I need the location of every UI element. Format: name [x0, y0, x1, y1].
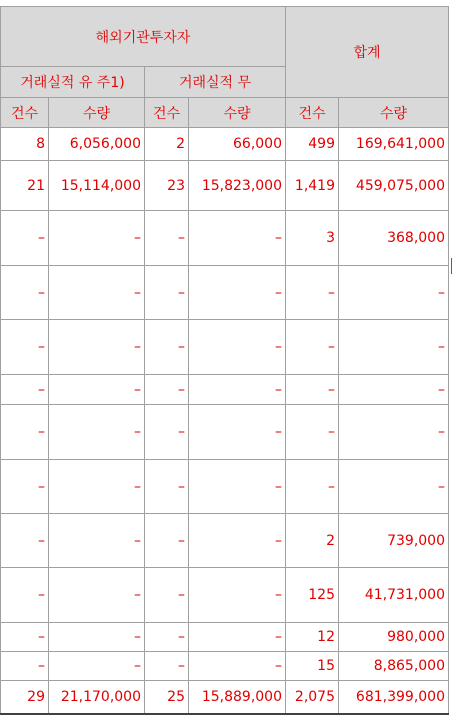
table-cell: –	[189, 320, 286, 375]
table-cell: 8	[1, 128, 49, 161]
table-cell: –	[145, 623, 189, 652]
table-cell: –	[145, 266, 189, 320]
table-row	[1, 460, 449, 514]
table-cell: –	[49, 514, 145, 568]
table-cell: 459,075,000	[339, 161, 449, 211]
table-cell: –	[145, 514, 189, 568]
table-cell: –	[145, 320, 189, 375]
table-row	[1, 320, 449, 375]
table-cell: –	[286, 375, 339, 405]
table-cell: 15,889,000	[189, 681, 286, 714]
table-cell: 6,056,000	[49, 128, 145, 161]
table-cell: –	[286, 460, 339, 514]
table-cell: –	[145, 211, 189, 266]
table-cell: 980,000	[339, 623, 449, 652]
table-cell: 15	[286, 652, 339, 681]
table-cell: 23	[145, 161, 189, 211]
count-header: 건수	[286, 98, 339, 128]
table-cell: –	[145, 568, 189, 623]
table-cell: 739,000	[339, 514, 449, 568]
table-cell: –	[49, 320, 145, 375]
table-cell: 41,731,000	[339, 568, 449, 623]
table-cell: 15,114,000	[49, 161, 145, 211]
table-cell: –	[189, 514, 286, 568]
table-cell: 2,075	[286, 681, 339, 714]
quantity-header: 수량	[49, 98, 145, 128]
table-cell: –	[49, 623, 145, 652]
table-cell: 2	[286, 514, 339, 568]
table-cell: –	[145, 460, 189, 514]
table-cell: –	[1, 266, 49, 320]
without-record-header: 거래실적 무	[145, 67, 286, 98]
table-cell: –	[1, 405, 49, 460]
table-cell: 21,170,000	[49, 681, 145, 714]
foreign-institution-header: 해외기관투자자	[1, 7, 286, 67]
table-cell: 8,865,000	[339, 652, 449, 681]
table-row	[1, 568, 449, 623]
total-row	[1, 681, 449, 714]
table-cell: 12	[286, 623, 339, 652]
table-row	[1, 375, 449, 405]
table-cell: –	[1, 460, 49, 514]
table-cell: 66,000	[189, 128, 286, 161]
table-cell: –	[189, 211, 286, 266]
table-cell: –	[189, 375, 286, 405]
table-cell: –	[339, 460, 449, 514]
table-cell: –	[49, 375, 145, 405]
count-header: 건수	[145, 98, 189, 128]
trade-table	[0, 6, 449, 715]
table-cell: –	[339, 375, 449, 405]
table-cell: –	[49, 211, 145, 266]
table-row	[1, 211, 449, 266]
count-header: 건수	[1, 98, 49, 128]
table-cell: –	[49, 652, 145, 681]
table-cell: 21	[1, 161, 49, 211]
table-cell: 499	[286, 128, 339, 161]
table-row	[1, 623, 449, 652]
table-cell: –	[286, 266, 339, 320]
table-cell: –	[189, 460, 286, 514]
table-cell: –	[339, 266, 449, 320]
table-cell: –	[1, 211, 49, 266]
table-cell: 169,641,000	[339, 128, 449, 161]
table-cell: 125	[286, 568, 339, 623]
table-cell: 2	[145, 128, 189, 161]
table-cell: –	[1, 652, 49, 681]
total-header: 합계	[286, 7, 449, 98]
table-row	[1, 128, 449, 161]
table-cell: 3	[286, 211, 339, 266]
table-cell: –	[49, 405, 145, 460]
column-edge-marker	[451, 258, 457, 274]
table-cell: –	[145, 405, 189, 460]
table-cell: 681,399,000	[339, 681, 449, 714]
table-cell: –	[1, 320, 49, 375]
quantity-header: 수량	[189, 98, 286, 128]
table-cell: –	[286, 320, 339, 375]
table-cell: 29	[1, 681, 49, 714]
table-cell: –	[189, 405, 286, 460]
table-row	[1, 266, 449, 320]
table-cell: 25	[145, 681, 189, 714]
table-row	[1, 514, 449, 568]
table-cell: –	[286, 405, 339, 460]
table-cell: –	[49, 568, 145, 623]
table-cell: –	[49, 460, 145, 514]
table-cell: –	[339, 405, 449, 460]
table-cell: –	[189, 623, 286, 652]
table-cell: –	[1, 623, 49, 652]
table-row	[1, 652, 449, 681]
quantity-header: 수량	[339, 98, 449, 128]
table-cell: –	[145, 375, 189, 405]
with-record-header: 거래실적 유 주1)	[1, 67, 145, 98]
table-row	[1, 405, 449, 460]
table-cell: –	[1, 375, 49, 405]
table-cell: –	[339, 320, 449, 375]
table-cell: 1,419	[286, 161, 339, 211]
table-cell: –	[189, 568, 286, 623]
table-cell: –	[189, 652, 286, 681]
table-row	[1, 161, 449, 211]
table-cell: 15,823,000	[189, 161, 286, 211]
table-cell: –	[1, 568, 49, 623]
table-cell: –	[189, 266, 286, 320]
table-cell: 368,000	[339, 211, 449, 266]
table-cell: –	[145, 652, 189, 681]
table-cell: –	[1, 514, 49, 568]
table-cell: –	[49, 266, 145, 320]
